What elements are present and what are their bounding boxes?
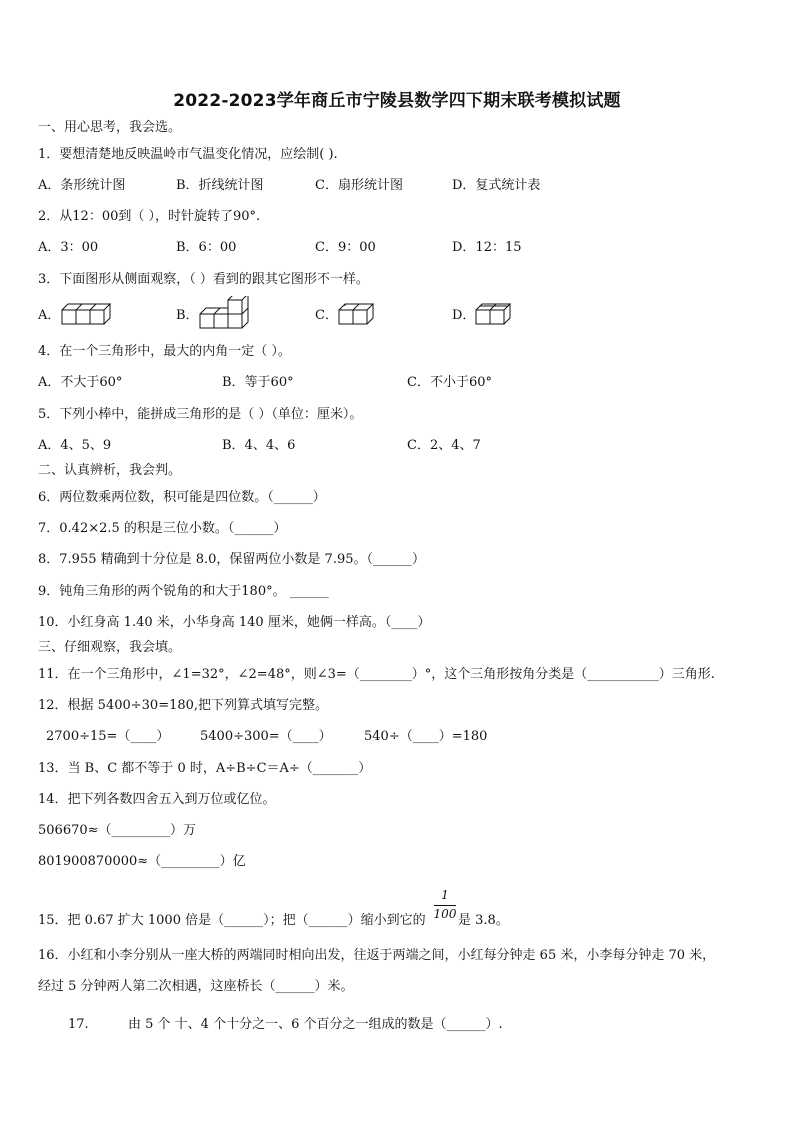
q1-option-b: B．折线统计图 (176, 178, 264, 193)
q1-option-a: A．条形统计图 (38, 178, 126, 193)
q5-option-c: C．2、4、7 (407, 438, 481, 453)
fraction-denominator: 100 (433, 907, 457, 921)
question-15-text-b: 是 3.8。 (458, 913, 509, 928)
q5-option-a: A．4、5、9 (38, 438, 112, 453)
q14-part-2: 801900870000≈（_________）亿 (38, 854, 246, 869)
question-5-stem: 5．下列小棒中，能拼成三角形的是（ ）（单位：厘米）。 (38, 407, 363, 422)
question-17-number: 17. (68, 1017, 89, 1032)
cube-figure-b-icon (198, 296, 254, 332)
question-16-line-2: 经过 5 分钟两人第二次相遇，这座桥长（______）米。 (38, 979, 354, 994)
question-9: 9．钝角三角形的两个锐角的和大于180°。 ______ (38, 584, 329, 599)
fraction-numerator: 1 (441, 888, 449, 902)
q5-option-b: B．4、4、6 (222, 438, 296, 453)
section-heading-1: 一、用心思考，我会选。 (38, 120, 182, 135)
question-13: 13．当 B、C 都不等于 0 时，A÷B÷C＝A÷（_______） (38, 761, 372, 776)
q12-part-2: 5400÷300=（____） (200, 729, 332, 744)
q1-option-d: D．复式统计表 (452, 178, 541, 193)
q3-option-a: A． (38, 308, 61, 323)
page-title: 2022-2023学年商丘市宁陵县数学四下期末联考模拟试题 (173, 91, 621, 111)
cube-figure-a-icon (60, 300, 114, 330)
q2-option-b: B．6：00 (176, 240, 237, 255)
q12-part-1: 2700÷15=（____） (46, 729, 170, 744)
q14-part-1: 506670≈（_________）万 (38, 823, 197, 838)
question-11: 11．在一个三角形中，∠1=32°，∠2=48°，则∠3=（________）°，这个三角形按角分类是（___________）三角形. (38, 667, 715, 682)
q2-option-d: D．12：15 (452, 240, 522, 255)
q12-part-3: 540÷（____）=180 (364, 729, 488, 744)
q2-option-a: A．3：00 (38, 240, 99, 255)
question-14-stem: 14．把下列各数四舍五入到万位或亿位。 (38, 792, 276, 807)
question-3-stem: 3．下面图形从侧面观察，（ ）看到的跟其它图形不一样。 (38, 272, 369, 287)
q1-option-c: C．扇形统计图 (315, 178, 403, 193)
question-2-stem: 2．从12：00到（ ），时针旋转了90°. (38, 209, 261, 224)
question-8: 8．7.955 精确到十分位是 8.0，保留两位小数是 7.95。（______） (38, 552, 426, 567)
q2-option-c: C．9：00 (315, 240, 376, 255)
question-7: 7．0.42×2.5 的积是三位小数。（______） (38, 521, 287, 536)
q3-option-b: B． (176, 308, 199, 323)
question-12-stem: 12．根据 5400÷30=180,把下列算式填写完整。 (38, 698, 329, 713)
question-15-text-a: 15．把 0.67 扩大 1000 倍是（______）；把（______）缩小到它的 (38, 913, 426, 928)
question-10: 10．小红身高 1.40 米，小华身高 140 厘米，她俩一样高。（____） (38, 615, 431, 630)
q4-option-c: C．不小于60° (407, 375, 492, 390)
question-6: 6．两位数乘两位数，积可能是四位数。（______） (38, 490, 326, 505)
section-heading-3: 三、仔细观察，我会填。 (38, 640, 182, 655)
question-16-line-1: 16．小红和小李分别从一座大桥的两端同时相向出发，往返于两端之间，小红每分钟走 65 米，小李每分钟走 70 米， (38, 948, 716, 963)
cube-figure-c-icon (337, 300, 381, 330)
section-heading-2: 二、认真辨析，我会判。 (38, 463, 182, 478)
question-1-stem: 1．要想清楚地反映温岭市气温变化情况，应绘制( ). (38, 147, 338, 162)
question-17-text: 由 5 个 十、4 个十分之一、6 个百分之一组成的数是（______）. (128, 1017, 503, 1032)
cube-figure-d-icon (474, 300, 520, 330)
q3-option-d: D． (452, 308, 476, 323)
fraction-bar (434, 905, 456, 906)
q4-option-b: B．等于60° (222, 375, 294, 390)
q3-option-c: C． (315, 308, 338, 323)
q4-option-a: A．不大于60° (38, 375, 123, 390)
question-4-stem: 4．在一个三角形中，最大的内角一定（ ）。 (38, 344, 291, 359)
